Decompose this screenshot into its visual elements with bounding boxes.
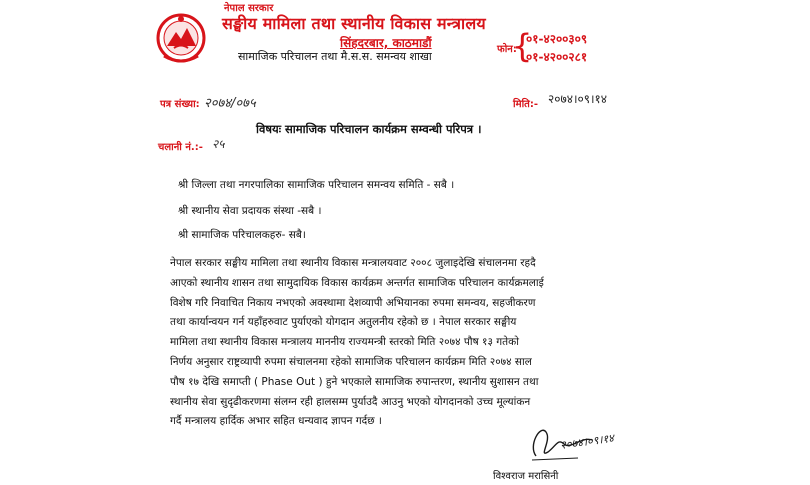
phone-number-2: ०१-४२००२८१ xyxy=(526,50,588,64)
section-name: सामाजिक परिचालन तथा मै.स.स. समन्वय शाखा xyxy=(238,50,432,63)
letter-subject: विषयः सामाजिक परिचालन कार्यक्रम सम्वन्धी परिपत्र । xyxy=(256,122,482,136)
body-line: आएको स्थानीय शासन तथा सामुदायिक विकास कार्यक्रम अन्तर्गत सामाजिक परिचालन कार्यक्रमलाई xyxy=(170,276,544,289)
body-line: नेपाल सरकार सङ्घीय मामिला तथा स्थानीय विकास मन्त्रालयवाट २००८ जुलाइदेखि संचालनमा रहदै xyxy=(170,257,536,269)
reference-number-value: २०७४/०७५ xyxy=(204,96,256,111)
recipient-1: श्री जिल्ला तथा नगरपालिका सामाजिक परिचालन समन्वय समिति - सबै । xyxy=(178,179,455,191)
dispatch-number-value: २५ xyxy=(212,137,225,151)
phone-brace: { xyxy=(512,27,533,65)
signatory-name: विश्वराज मरासिनी xyxy=(493,471,559,482)
signature-scribble xyxy=(522,416,618,466)
ministry-address: सिंहदरबार, काठमाडौं xyxy=(340,36,432,50)
letter-body xyxy=(170,254,640,432)
signature-date: २०७४।०९।१४ xyxy=(559,431,615,452)
date-value: २०७४।०९।१४ xyxy=(548,92,608,106)
recipient-2: श्री स्थानीय सेवा प्रदायक संस्था -सबै । xyxy=(178,205,322,217)
dispatch-number-label: चलानी नं.:- xyxy=(158,142,203,153)
recipient-3: श्री सामाजिक परिचालकहरु- सबै। xyxy=(178,229,306,241)
phone-label: फोन: xyxy=(497,44,517,55)
body-line: विशेष गरि निवाचित निकाय नभएको अवस्थामा देशव्यापी अभियानका रुपमा समन्वय, सहजीकरण xyxy=(170,296,536,309)
letter-page xyxy=(148,0,648,485)
body-line: पौष १७ देखि समाप्ती ( Phase Out ) हुने भएकाले सामाजिक रुपान्तरण, स्थानीय सुशासन तथा xyxy=(170,375,539,388)
body-line: स्थानीय सेवा सुदृढीकरणमा संलग्न रही हालसम्म पुर्याउदै आउनु भएको योगदानको उच्च मूल्यांकन xyxy=(170,395,531,408)
body-line: निर्णय अनुसार राष्ट्रव्यापी रुपमा संचालनमा रहेको सामाजिक परिचालन कार्यक्रम मिति २०७४ साल xyxy=(170,355,532,368)
body-line: तथा कार्यान्वयन गर्न यहाँहरुवाट पुर्याएको योगदान अतुलनीय रहेको छ । नेपाल सरकार सङ्घीय xyxy=(170,316,517,329)
date-label: मिति:- xyxy=(513,99,539,110)
body-line: मामिला तथा स्थानीय विकास मन्त्रालय माननीय राज्यमन्त्री स्तरको मिति २०७४ पौष १३ गतेको xyxy=(170,336,519,349)
phone-number-1: ०१-४२००३०९ xyxy=(526,32,588,46)
ministry-name: सङ्घीय मामिला तथा स्थानीय विकास मन्त्रालय xyxy=(222,14,486,33)
nepal-emblem-icon xyxy=(154,10,208,64)
government-label: नेपाल सरकार xyxy=(224,3,274,14)
body-line: गर्दै मन्त्रालय हार्दिक अभार सहित धन्यवाद ज्ञापन गर्दछ । xyxy=(170,415,382,428)
reference-number-label: पत्र संख्या: xyxy=(160,99,200,110)
